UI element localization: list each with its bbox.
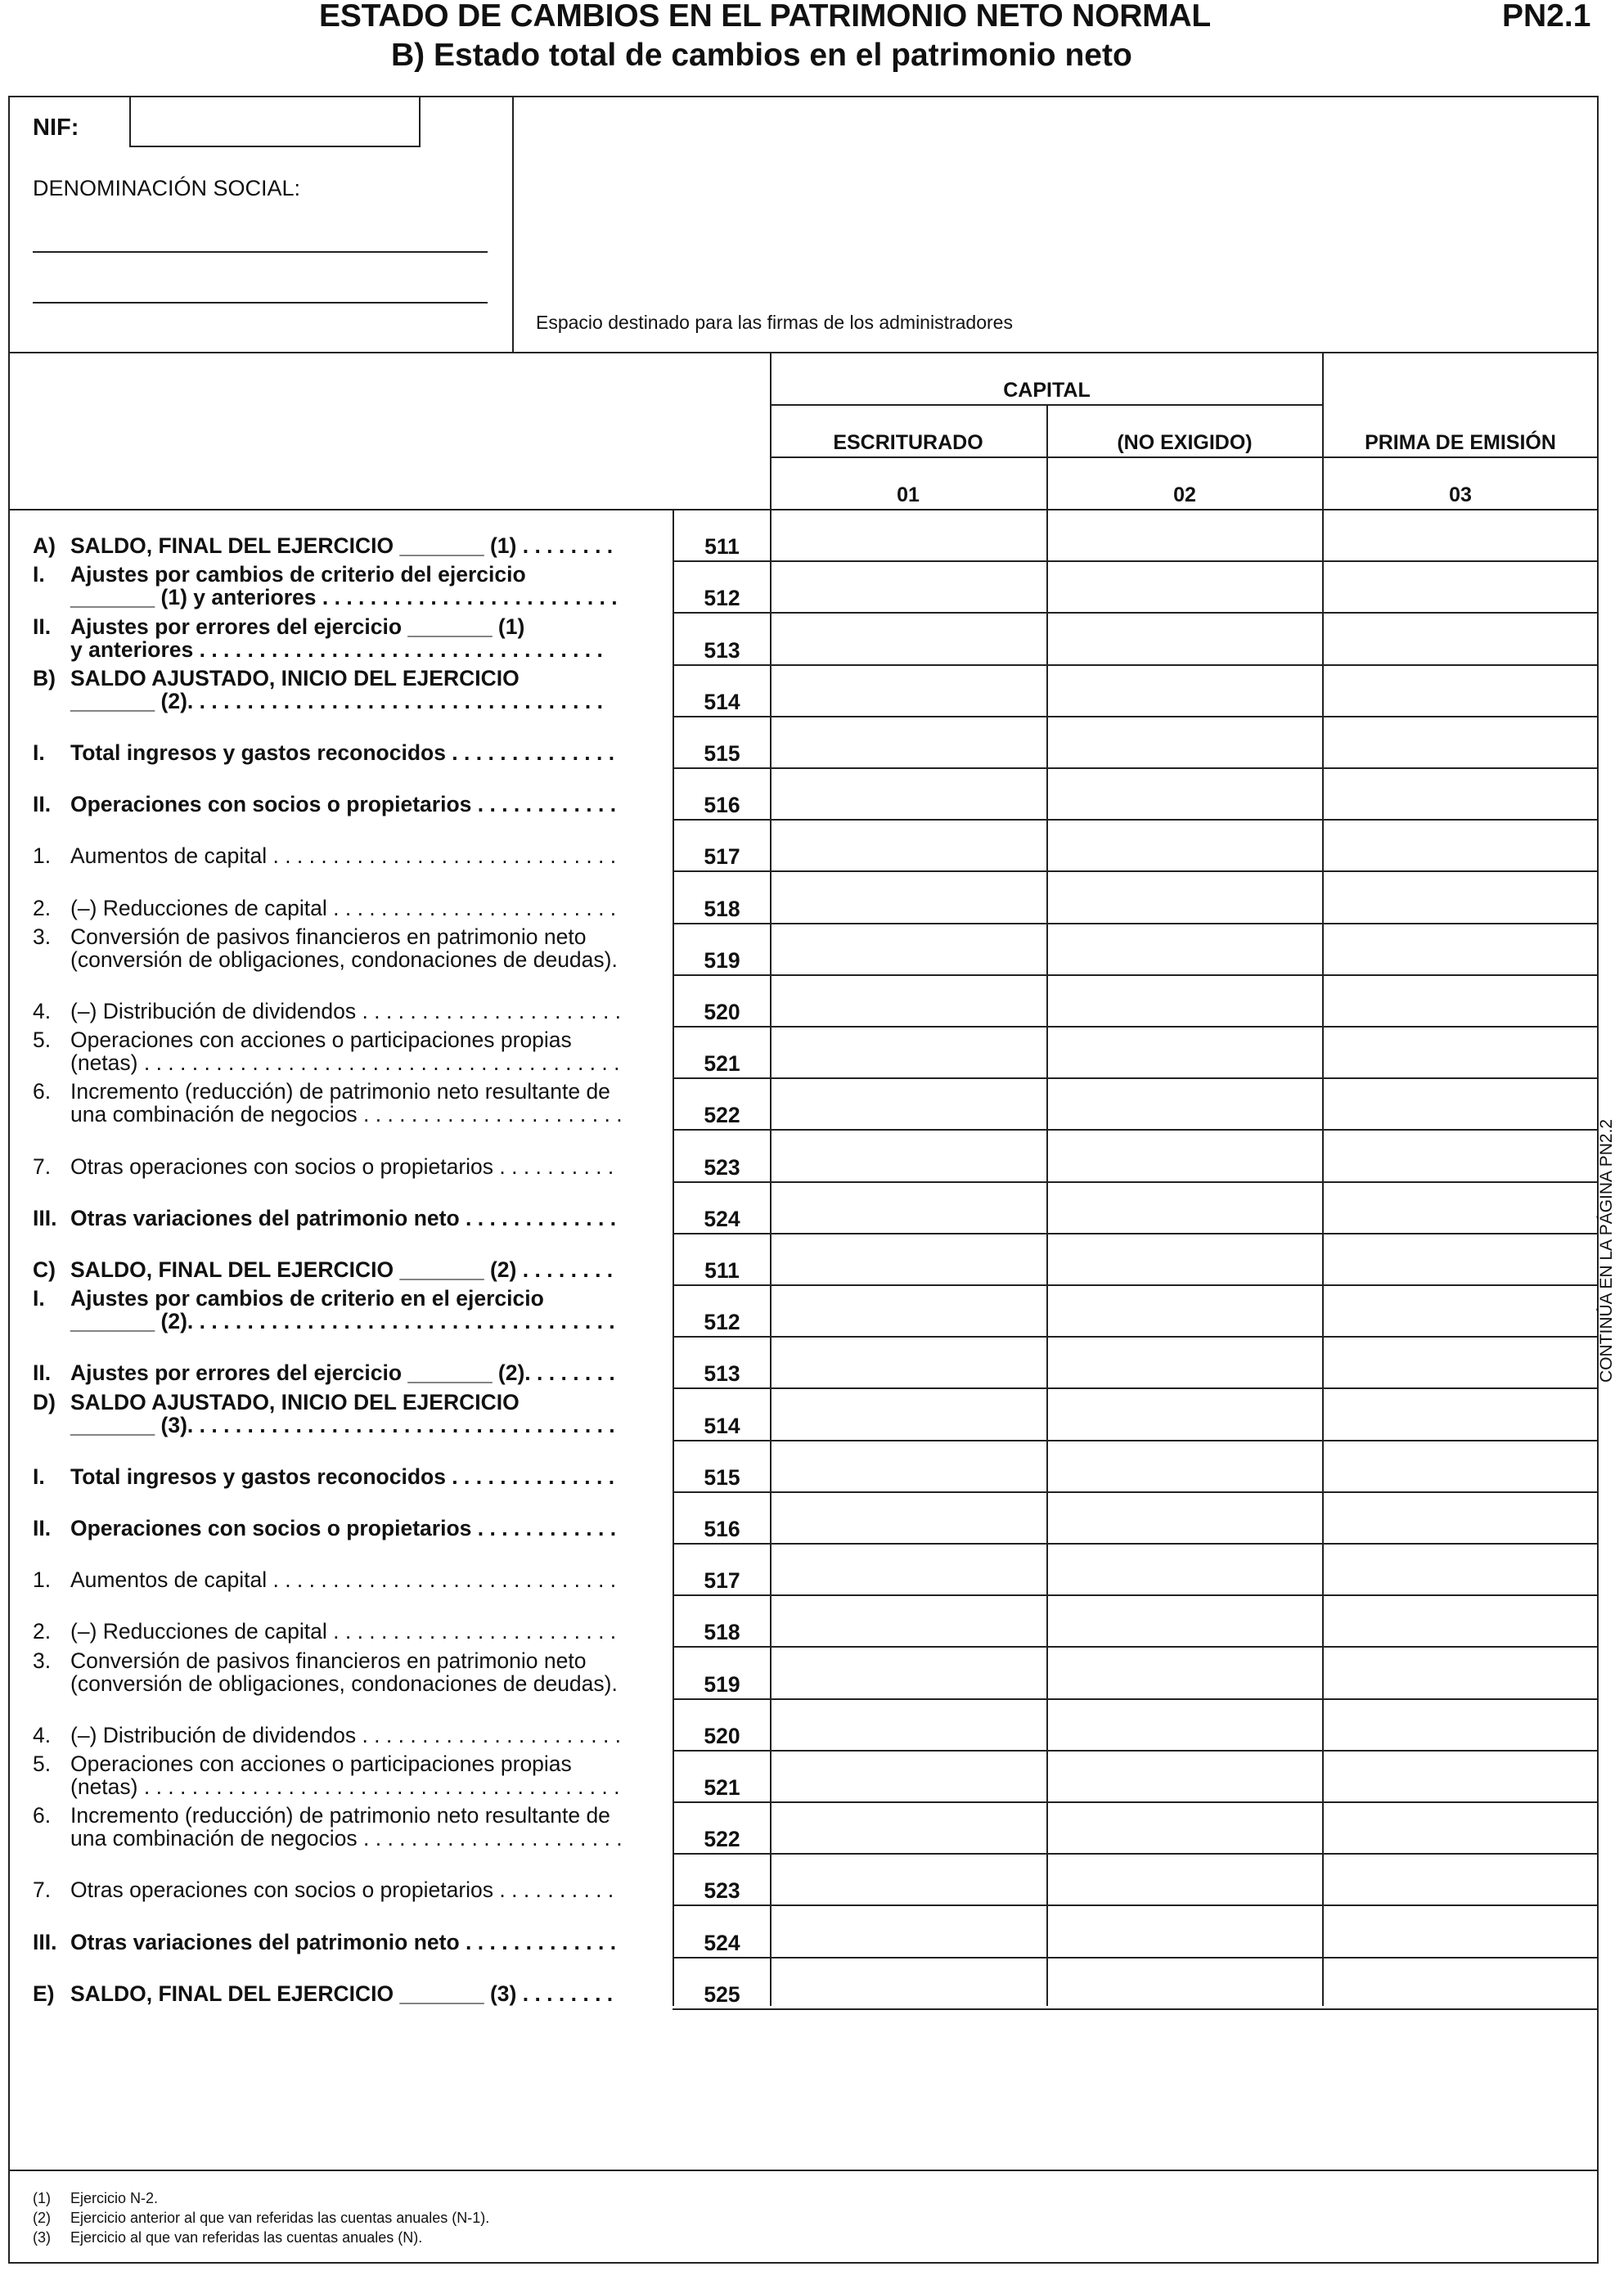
value-cell-col-1[interactable] [772, 821, 1045, 869]
value-cell-col-3[interactable] [1324, 1286, 1597, 1334]
row-label [33, 897, 616, 920]
value-cell-col-2[interactable] [1048, 562, 1320, 610]
row-code: 523 [704, 1154, 740, 1180]
row-text-line-1: Conversión de pasivos financieros en patrimonio neto [70, 924, 587, 949]
row-text-line-2: una combinación de negocios . . . . . . . . . . . . . . . . . . . . . . [70, 1826, 623, 1851]
row-line [673, 2008, 1599, 2010]
row-code: 513 [704, 637, 740, 663]
row-text-line-1: Incremento (reducción) de patrimonio neto resultante de [70, 1803, 610, 1828]
row-text-line-1: (–) Reducciones de capital . . . . . . . . . . . . . . . . . . . . . . . . [70, 1619, 617, 1644]
row-text-line-1: Operaciones con acciones o participaciones propias [70, 1028, 572, 1053]
row-number: 7. [33, 1878, 52, 1903]
row-text-line-1: Conversión de pasivos financieros en patrimonio neto [70, 1648, 587, 1673]
row-number: I. [33, 740, 45, 765]
row-text-line-1: SALDO AJUSTADO, INICIO DEL EJERCICIO [70, 665, 520, 690]
row-number: III. [33, 1929, 57, 1954]
row-code: 512 [704, 1310, 740, 1335]
value-cell-col-1[interactable] [772, 1079, 1045, 1127]
row-text-line-1: SALDO AJUSTADO, INICIO DEL EJERCICIO [70, 1389, 520, 1414]
row-text-line-1: SALDO, FINAL DEL EJERCICIO _______ (2) . . . . . . . . [70, 1257, 614, 1282]
denominacion-line-1[interactable] [33, 251, 488, 253]
value-cell-col-3[interactable] [1324, 1855, 1597, 1903]
value-cell-col-3[interactable] [1324, 1545, 1597, 1593]
row-code: 512 [704, 586, 740, 611]
col-code-02: 02 [1173, 483, 1196, 506]
row-text-line-1: SALDO, FINAL DEL EJERCICIO _______ (3) . . . . . . . . [70, 1981, 614, 2006]
value-cell-col-2[interactable] [1048, 510, 1320, 559]
value-cell-col-3[interactable] [1324, 1596, 1597, 1644]
row-code: 516 [704, 793, 740, 818]
value-cell-col-3[interactable] [1324, 717, 1597, 766]
value-cell-col-3[interactable] [1324, 1131, 1597, 1179]
value-cell-col-2[interactable] [1048, 1441, 1320, 1490]
row-label [33, 534, 613, 557]
row-number: A) [33, 533, 56, 559]
value-cell-col-3[interactable] [1324, 1234, 1597, 1283]
row-label [33, 741, 614, 764]
row-code: 513 [704, 1361, 740, 1387]
value-cell-col-1[interactable] [772, 1131, 1045, 1179]
row-text-line-1: (–) Distribución de dividendos . . . . . . . . . . . . . . . . . . . . . . [70, 1722, 622, 1747]
value-cell-col-1[interactable] [772, 1752, 1045, 1800]
value-cell-col-3[interactable] [1324, 1803, 1597, 1851]
value-cell-col-2[interactable] [1048, 1958, 1320, 2007]
value-cell-col-1[interactable] [772, 717, 1045, 766]
value-cell-col-2[interactable] [1048, 1855, 1320, 1903]
form-subtitle: B) Estado total de cambios en el patrimonio neto [391, 38, 1132, 73]
footnote-number: (3) [33, 2229, 51, 2246]
continuation-note: CONTINÚA EN LA PÁGINA PN2.2 [1597, 1118, 1616, 1383]
capital-header: CAPITAL [1003, 379, 1091, 402]
value-cell-col-2[interactable] [1048, 1803, 1320, 1851]
row-label [33, 925, 618, 971]
footnote-text: Ejercicio anterior al que van referidas las cuentas anuales (N-1). [70, 2210, 490, 2226]
footnote-divider [8, 2170, 1599, 2171]
footnote [33, 2188, 158, 2208]
footnote-number: (2) [33, 2210, 51, 2226]
value-cell-col-2[interactable] [1048, 1648, 1320, 1696]
row-code: 520 [704, 1723, 740, 1748]
row-text-line-1: Otras operaciones con socios o propietarios . . . . . . . . . . [70, 1878, 614, 1903]
row-code: 516 [704, 1517, 740, 1541]
row-text-line-2: (netas) . . . . . . . . . . . . . . . . . . . . . . . . . . . . . . . . . . . . . . . . [70, 1774, 620, 1799]
value-cell-col-3[interactable] [1324, 1183, 1597, 1231]
signature-caption: Espacio destinado para las firmas de los administradores [536, 312, 1013, 333]
row-code: 524 [704, 1206, 740, 1231]
value-cell-col-2[interactable] [1048, 872, 1320, 920]
row-label [33, 1028, 619, 1074]
value-cell-col-3[interactable] [1324, 562, 1597, 610]
row-number: 1. [33, 843, 52, 869]
row-label [33, 1080, 623, 1126]
row-label [33, 1752, 619, 1798]
value-cell-col-1[interactable] [772, 666, 1045, 714]
value-cell-col-2[interactable] [1048, 1079, 1320, 1127]
row-label [33, 1517, 616, 1540]
row-code: 520 [704, 1000, 740, 1024]
denominacion-line-2[interactable] [33, 302, 488, 304]
row-text-line-1: Ajustes por errores del ejercicio _______ (2). . . . . . . . [70, 1360, 615, 1386]
row-text-line-1: Operaciones con socios o propietarios . . . . . . . . . . . . [70, 792, 617, 817]
value-cell-col-1[interactable] [772, 510, 1045, 559]
row-code: 515 [704, 1464, 740, 1490]
value-cell-col-2[interactable] [1048, 1286, 1320, 1334]
row-number: B) [33, 665, 56, 690]
row-text-line-1: Ajustes por cambios de criterio del ejercicio [70, 562, 526, 587]
value-cell-col-1[interactable] [772, 1286, 1045, 1334]
row-label [33, 615, 603, 661]
row-text-line-2: _______ (1) y anteriores . . . . . . . . . . . . . . . . . . . . . . . . . [70, 585, 618, 610]
value-cell-col-1[interactable] [772, 1338, 1045, 1386]
row-text-line-1: Total ingresos y gastos reconocidos . . . . . . . . . . . . . . [70, 1464, 615, 1489]
value-cell-col-3[interactable] [1324, 1648, 1597, 1696]
value-cell-col-2[interactable] [1048, 1234, 1320, 1283]
row-label [33, 1361, 615, 1384]
nif-label: NIF: [33, 115, 79, 141]
value-cell-col-1[interactable] [772, 976, 1045, 1024]
value-cell-col-1[interactable] [772, 769, 1045, 817]
value-cell-col-3[interactable] [1324, 1958, 1597, 2007]
value-cell-col-1[interactable] [772, 872, 1045, 920]
prima-emision-header: PRIMA DE EMISIÓN [1365, 431, 1556, 454]
section-divider [8, 352, 1599, 353]
row-label [33, 1000, 621, 1023]
value-cell-col-1[interactable] [772, 1648, 1045, 1696]
value-cell-col-3[interactable] [1324, 1700, 1597, 1748]
value-cell-col-3[interactable] [1324, 510, 1597, 559]
row-label [33, 1465, 614, 1488]
row-label [33, 1931, 616, 1954]
value-cell-col-2[interactable] [1048, 666, 1320, 714]
value-cell-col-1[interactable] [772, 1906, 1045, 1954]
row-label [33, 1724, 621, 1747]
row-code: 522 [704, 1103, 740, 1128]
row-number: II. [33, 792, 52, 817]
value-cell-col-2[interactable] [1048, 1183, 1320, 1231]
form-title: ESTADO DE CAMBIOS EN EL PATRIMONIO NETO NORMAL [319, 0, 1212, 34]
value-cell-col-1[interactable] [772, 1028, 1045, 1076]
row-code: 524 [704, 1930, 740, 1955]
value-cell-col-2[interactable] [1048, 769, 1320, 817]
row-label [33, 1155, 614, 1178]
row-number: D) [33, 1389, 56, 1414]
row-text-line-1: Operaciones con acciones o participaciones propias [70, 1752, 572, 1776]
value-cell-col-3[interactable] [1324, 769, 1597, 817]
row-number: 2. [33, 1619, 52, 1644]
value-cell-col-2[interactable] [1048, 1028, 1320, 1076]
row-number: 5. [33, 1752, 52, 1776]
row-number: C) [33, 1257, 56, 1282]
row-text-line-2: y anteriores . . . . . . . . . . . . . . . . . . . . . . . . . . . . . . . . . . [70, 636, 603, 662]
row-number: II. [33, 1360, 52, 1386]
row-text-line-1: (–) Distribución de dividendos . . . . . . . . . . . . . . . . . . . . . . [70, 999, 622, 1023]
row-label [33, 1207, 616, 1230]
value-cell-col-2[interactable] [1048, 1131, 1320, 1179]
row-text-line-1: Ajustes por errores del ejercicio _______ (1) [70, 614, 525, 639]
nif-input[interactable] [129, 97, 421, 147]
value-cell-col-1[interactable] [772, 1389, 1045, 1437]
row-text-line-1: Ajustes por cambios de criterio en el ejercicio [70, 1286, 544, 1311]
row-number: II. [33, 1516, 52, 1540]
value-cell-col-1[interactable] [772, 924, 1045, 973]
col-code-01: 01 [897, 483, 920, 506]
row-number: I. [33, 1464, 45, 1489]
row-label [33, 793, 616, 816]
col-code-03: 03 [1449, 483, 1472, 506]
row-code: 525 [704, 1981, 740, 2007]
footnote-text: Ejercicio al que van referidas las cuentas anuales (N). [70, 2229, 423, 2246]
row-label [33, 1620, 616, 1643]
value-cell-col-1[interactable] [772, 1700, 1045, 1748]
value-cell-col-2[interactable] [1048, 821, 1320, 869]
row-number: 1. [33, 1567, 52, 1593]
value-cell-col-1[interactable] [772, 1855, 1045, 1903]
row-number: 3. [33, 1648, 52, 1673]
row-text-line-2: _______ (2). . . . . . . . . . . . . . . . . . . . . . . . . . . . . . . . . . . . [70, 1309, 615, 1334]
row-label [33, 1982, 613, 2005]
footnote-number: (1) [33, 2190, 51, 2206]
value-cell-col-3[interactable] [1324, 821, 1597, 869]
row-code: 518 [704, 1620, 740, 1645]
row-number: 4. [33, 999, 52, 1023]
row-label [33, 1649, 618, 1695]
row-number: 6. [33, 1079, 52, 1104]
row-text-line-1: Otras variaciones del patrimonio neto . . . . . . . . . . . . . [70, 1929, 617, 1954]
row-label [33, 1804, 623, 1850]
row-code: 519 [704, 947, 740, 973]
value-cell-col-1[interactable] [772, 1441, 1045, 1490]
row-code: 523 [704, 1878, 740, 1904]
row-number: I. [33, 1286, 45, 1311]
row-number: III. [33, 1205, 57, 1230]
value-cell-col-1[interactable] [772, 1596, 1045, 1644]
row-number: 5. [33, 1028, 52, 1053]
value-cell-col-1[interactable] [772, 1234, 1045, 1283]
row-code: 517 [704, 844, 740, 870]
row-text-line-2: _______ (3). . . . . . . . . . . . . . . . . . . . . . . . . . . . . . . . . . . . [70, 1412, 615, 1437]
header-line-2 [770, 456, 1599, 458]
row-number: 4. [33, 1722, 52, 1747]
value-cell-col-1[interactable] [772, 562, 1045, 610]
value-cell-col-2[interactable] [1048, 1493, 1320, 1541]
row-text-line-1: Operaciones con socios o propietarios . . . . . . . . . . . . [70, 1516, 617, 1540]
row-text-line-1: (–) Reducciones de capital . . . . . . . . . . . . . . . . . . . . . . . . [70, 895, 617, 920]
row-code: 521 [704, 1775, 740, 1800]
row-text-line-1: Otras operaciones con socios o propietarios . . . . . . . . . . [70, 1153, 614, 1179]
value-cell-col-3[interactable] [1324, 1752, 1597, 1800]
value-cell-col-3[interactable] [1324, 1441, 1597, 1490]
row-code: 519 [704, 1671, 740, 1697]
row-label [33, 1287, 615, 1333]
value-cell-col-1[interactable] [772, 1803, 1045, 1851]
row-code: 515 [704, 741, 740, 766]
value-cell-col-3[interactable] [1324, 1389, 1597, 1437]
value-cell-col-2[interactable] [1048, 1752, 1320, 1800]
signature-divider [512, 96, 514, 353]
footnote-text: Ejercicio N-2. [70, 2190, 159, 2206]
value-cell-col-2[interactable] [1048, 924, 1320, 973]
row-code: 514 [704, 1413, 740, 1438]
row-text-line-2: una combinación de negocios . . . . . . . . . . . . . . . . . . . . . . [70, 1102, 623, 1127]
form-code: PN2.1 [1502, 0, 1591, 34]
value-cell-col-2[interactable] [1048, 1596, 1320, 1644]
row-label [33, 563, 618, 609]
value-cell-col-1[interactable] [772, 1493, 1045, 1541]
row-text-line-1: Otras variaciones del patrimonio neto . . . . . . . . . . . . . [70, 1205, 617, 1230]
row-number: I. [33, 562, 45, 587]
row-text-line-2: (conversión de obligaciones, condonaciones de deudas). [70, 947, 618, 972]
value-cell-col-2[interactable] [1048, 976, 1320, 1024]
value-cell-col-3[interactable] [1324, 666, 1597, 714]
footnote [33, 2228, 422, 2247]
value-cell-col-3[interactable] [1324, 1906, 1597, 1954]
row-text-line-2: (conversión de obligaciones, condonaciones de deudas). [70, 1671, 618, 1696]
row-text-line-1: Total ingresos y gastos reconocidos . . . . . . . . . . . . . . [70, 740, 615, 765]
value-cell-col-3[interactable] [1324, 1079, 1597, 1127]
value-cell-col-3[interactable] [1324, 872, 1597, 920]
code-divider [673, 509, 674, 2006]
value-cell-col-1[interactable] [772, 1183, 1045, 1231]
row-code: 511 [704, 1258, 740, 1283]
value-cell-col-2[interactable] [1048, 614, 1320, 662]
value-cell-col-3[interactable] [1324, 1338, 1597, 1386]
row-text-line-2: (netas) . . . . . . . . . . . . . . . . . . . . . . . . . . . . . . . . . . . . . . . . [70, 1050, 620, 1076]
row-code: 511 [704, 534, 740, 560]
row-label [33, 844, 616, 867]
footnote [33, 2208, 489, 2228]
row-code: 514 [704, 689, 740, 714]
row-text-line-1: Aumentos de capital . . . . . . . . . . . . . . . . . . . . . . . . . . . . . [70, 1567, 617, 1593]
value-cell-col-1[interactable] [772, 614, 1045, 662]
value-cell-col-3[interactable] [1324, 924, 1597, 973]
value-cell-col-2[interactable] [1048, 1338, 1320, 1386]
row-label [33, 1391, 615, 1437]
value-cell-col-2[interactable] [1048, 1700, 1320, 1748]
capital-underline [770, 404, 1324, 406]
row-number: 3. [33, 924, 52, 949]
row-label [33, 1258, 613, 1281]
row-number: II. [33, 614, 52, 639]
value-cell-col-3[interactable] [1324, 614, 1597, 662]
row-text-line-1: Aumentos de capital . . . . . . . . . . . . . . . . . . . . . . . . . . . . . [70, 843, 617, 869]
row-number: E) [33, 1981, 55, 2006]
escriturado-header: ESCRITURADO [833, 431, 983, 454]
value-cell-col-2[interactable] [1048, 1906, 1320, 1954]
denominacion-label: DENOMINACIÓN SOCIAL: [33, 176, 301, 200]
row-label [33, 667, 603, 713]
value-cell-col-3[interactable] [1324, 1028, 1597, 1076]
value-cell-col-2[interactable] [1048, 1389, 1320, 1437]
row-number: 6. [33, 1803, 52, 1828]
value-cell-col-1[interactable] [772, 1958, 1045, 2007]
row-number: 7. [33, 1153, 52, 1179]
value-cell-col-3[interactable] [1324, 976, 1597, 1024]
no-exigido-header: (NO EXIGIDO) [1117, 431, 1253, 454]
value-cell-col-1[interactable] [772, 1545, 1045, 1593]
row-code: 518 [704, 896, 740, 921]
row-text-line-2: _______ (2). . . . . . . . . . . . . . . . . . . . . . . . . . . . . . . . . . . [70, 688, 603, 713]
row-text-line-1: SALDO, FINAL DEL EJERCICIO _______ (1) . . . . . . . . [70, 533, 614, 559]
value-cell-col-2[interactable] [1048, 717, 1320, 766]
row-label [33, 1878, 614, 1901]
row-code: 522 [704, 1827, 740, 1852]
row-code: 521 [704, 1051, 740, 1077]
row-code: 517 [704, 1568, 740, 1594]
row-text-line-1: Incremento (reducción) de patrimonio neto resultante de [70, 1079, 610, 1104]
row-label [33, 1568, 616, 1591]
row-number: 2. [33, 895, 52, 920]
value-cell-col-3[interactable] [1324, 1493, 1597, 1541]
value-cell-col-2[interactable] [1048, 1545, 1320, 1593]
